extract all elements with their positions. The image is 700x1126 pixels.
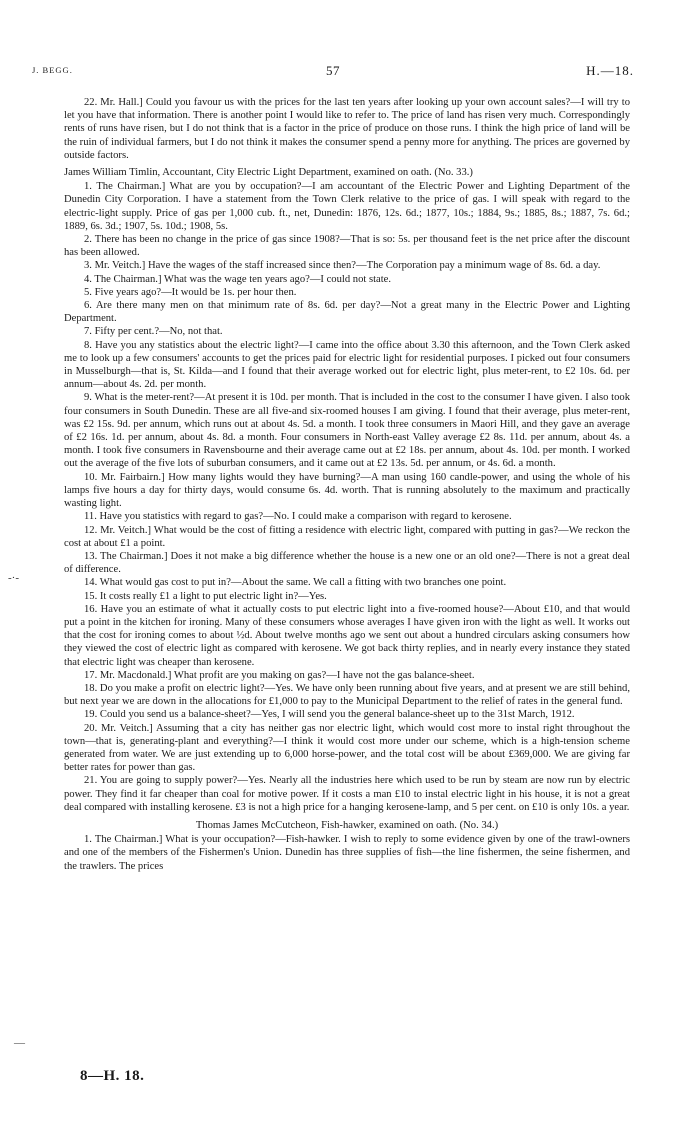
- margin-mark: —: [14, 1037, 25, 1049]
- testimony-paragraph: 10. Mr. Fairbairn.] How many lights would they have burning?—A man using 160 candle-power, and using the whole of his lamps five hours a day for thirty days, would consume 6s. 4d. worth. That is running absolutely to the maximum and practically wasting light.: [64, 471, 630, 510]
- testimony-paragraph: 6. Are there many men on that minimum rate of 8s. 6d. per day?—Not a great many in the Electric Power and Lighting Department.: [64, 300, 630, 325]
- page-number: 57: [326, 63, 340, 78]
- testimony-paragraph: 17. Mr. Macdonald.] What profit are you making on gas?—I have not the gas balance-sheet.: [84, 669, 475, 681]
- testimony-paragraph: 12. Mr. Veitch.] What would be the cost of fitting a residence with electric light, compared with putting in gas?—We reckon the cost at about £1 a point.: [64, 524, 630, 549]
- testimony-paragraph: 1. The Chairman.] What is your occupation?—Fish-hawker. I wish to reply to some evidence given by one of the trawl-owners and one of the members of the Fishermen's Union. Dunedin has three supplies of fish—the line fishermen, the seine fishermen, and the trawlers. The prices: [64, 834, 630, 872]
- document-body: [64, 96, 630, 873]
- witness-heading: Thomas James McCutcheon, Fish-hawker, examined on oath. (No. 34.): [195, 819, 499, 831]
- testimony-paragraph: 3. Mr. Veitch.] Have the wages of the staff increased since then?—The Corporation pay a minimum wage of 8s. 6d. a day.: [84, 260, 601, 272]
- testimony-paragraph: 8. Have you any statistics about the electric light?—I came into the office about 3.30 this afternoon, and the Town Clerk asked me to look up a few consumers' accounts to get the prices paid for electric light for residential purposes. I picked out four consumers in Musselburgh—that is, St. Kilda—and I found that their average worked out for electric light, plus meter-rent, to £2 10s. 6d. per annum—about 4s. 2d. per month.: [64, 339, 630, 391]
- testimony-paragraph: 7. Fifty per cent.?—No, not that.: [84, 326, 223, 338]
- testimony-paragraph: 19. Could you send us a balance-sheet?—Yes, I will send you the general balance-sheet up to the 31st March, 1912.: [84, 709, 575, 721]
- testimony-paragraph: 13. The Chairman.] Does it not make a big difference whether the house is a new one or an old one?—There is not a great deal of difference.: [64, 550, 630, 576]
- running-header: [32, 63, 634, 81]
- testimony-paragraph: 5. Five years ago?—It would be 1s. per hour then.: [84, 286, 297, 298]
- testimony-paragraph: 14. What would gas cost to put in?—About the same. We call a fitting with two branches one point.: [84, 577, 507, 589]
- testimony-paragraph: 1. The Chairman.] What are you by occupation?—I am accountant of the Electric Power and Lighting Department of the Dunedin City Corporation. I have a statement from the Town Clerk relative to the price of gas. I will speak with regard to the electric-light supply. Price of gas per 1,000 cub. ft., net, Dunedin: 1876, 12s. 6d.; 1877, 10s.; 1884, 9s.; 1885, 8s.; 1887, 7s. 6d.; 1889, 6s. 3d.; 1907, 5s. 10d.; 1908, 5s.: [64, 181, 630, 232]
- document-reference: H.—18.: [586, 63, 634, 78]
- testimony-paragraph: 15. It costs really £1 a light to put electric light in?—Yes.: [84, 590, 327, 602]
- testimony-paragraph: 2. There has been no change in the price of gas since 1908?—That is so: 5s. per thousand feet is the net price after the discount has been allowed.: [64, 234, 630, 259]
- testimony-paragraph: 16. Have you an estimate of what it actually costs to put electric light into a five-roomed house?—About £10, and that would put a point in the kitchen for ironing. Many of these consumers whose averages I have given iron with the light as well. It works out that the cost for ironing comes to about ½d. About twelve months ago we sent out about a hundred circulars asking consumers how they viewed the cost of electric light as compared with kerosene. We got back thirty replies, and in nearly every instance they stated that electric light was cheaper than kerosene.: [64, 603, 630, 668]
- testimony-paragraph: 18. Do you make a profit on electric light?—Yes. We have only been running about five years, and at present we are still behind, but next year we are down in the allocations for £1,000 to pay to the Municipal Department to the relief of rates in the general fund.: [64, 682, 630, 708]
- testimony-paragraph: 4. The Chairman.] What was the wage ten years ago?—I could not state.: [84, 273, 392, 285]
- testimony-paragraph: 20. Mr. Veitch.] Assuming that a city has neither gas nor electric light, which would cost more to instal right throughout the town—that is, generating-plant and everything?—I think it would cost more under our scheme, which is a high-tension scheme generated from water. We are just extending up to 6,000 horse-power, and the total cost will be about £369,000. We are giving far better rates for power than gas.: [64, 722, 630, 774]
- testimony-paragraph: 11. Have you statistics with regard to gas?—No. I could make a comparison with regard to kerosene.: [84, 511, 512, 523]
- testimony-paragraph: 21. You are going to supply power?—Yes. Nearly all the industries here which used to be run by steam are now run by electric power. They find it far cheaper than coal for motive power. If it costs a man £10 to instal electric light in his house, it is not a great deal compared with installing kerosene. £3 is not a high price for a hanging kerosene-lamp, and 5 per cent. on £10 is only 10s. a year.: [64, 775, 630, 813]
- page-footer: 8—H. 18.: [80, 1068, 145, 1084]
- margin-mark: -·-: [8, 572, 19, 584]
- testimony-paragraph: 9. What is the meter-rent?—At present it is 10d. per month. That is included in the cost to the consumer I have given. I also took four consumers in South Dunedin. These are all five-and six-roomed houses I am giving. I found that their average, plus meter-rent, was £2 15s. 9d. per annum, which runs out at about 4s. 5d. a month. I took three consumers in Maori Hill, and they gave an average of £2 16s. 1d. per annum, about 4s. 8d. a month. Four consumers in North-east Valley average £2 8s. 11d. per annum, about 4s. a month. I took five consumers in Ravensbourne and their average came out at £2 18s. per annum, about 4s. 10d. per month. I worked out the average of the five lots of suburban consumers, and it came out at £2 13s. 5d. per annum, or 4s. 6d. a month.: [64, 392, 630, 470]
- witness-heading: James William Timlin, Accountant, City Electric Light Department, examined on oath. (No. 33.): [64, 167, 473, 179]
- header-author: J. BEGG.: [32, 65, 73, 75]
- testimony-paragraph: 22. Mr. Hall.] Could you favour us with the prices for the last ten years after looking up your own account sales?—I will try to let you have that information. There is another point I would like to refer to. The price of land has risen very much. Correspondingly rents of runs have risen, but I do not think that is a factor in the price of produce on those runs. I think the high price of land will be the ruin of individual farmers, but I do not think it makes the consumer spend a penny more for anything. The prices are governed by outside factors.: [64, 97, 630, 161]
